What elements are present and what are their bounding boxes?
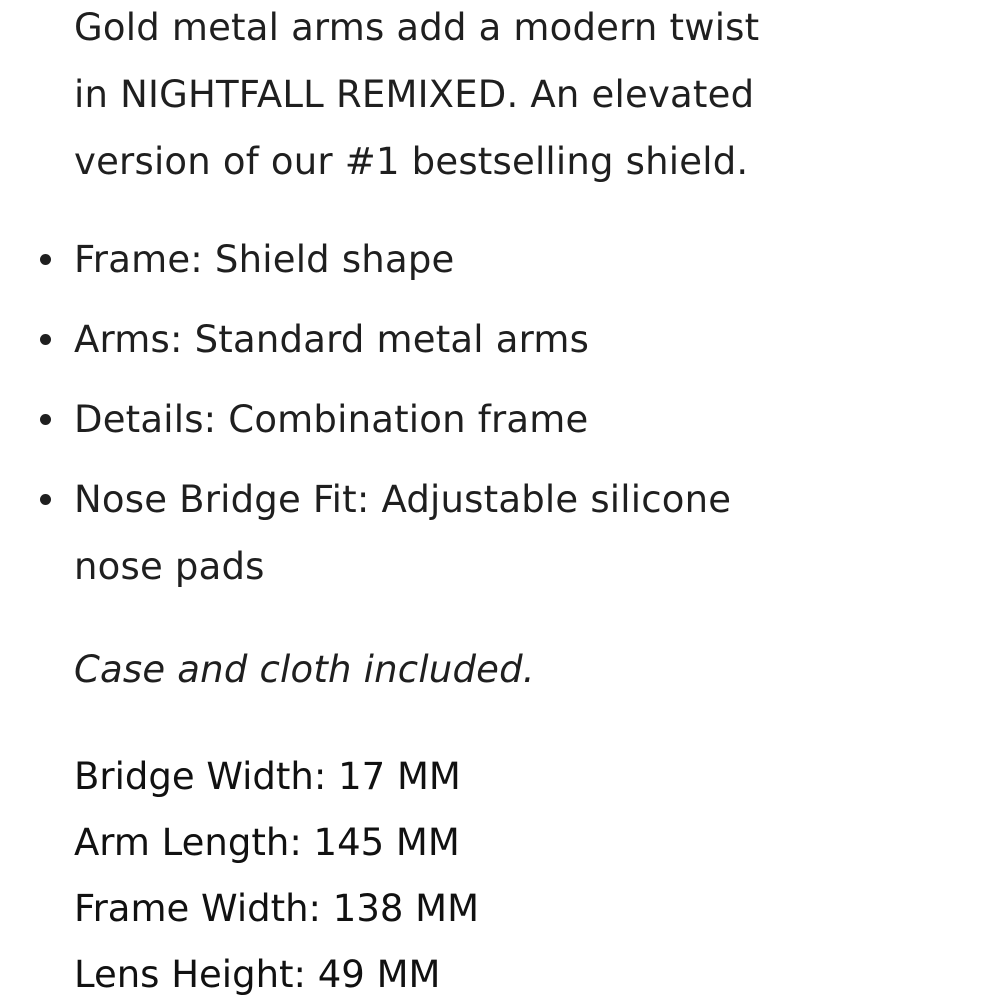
spec-label: Arm Length bbox=[74, 821, 290, 864]
spec-separator: : bbox=[313, 755, 327, 798]
case-note: Case and cloth included. bbox=[74, 648, 535, 691]
feature-nose-bridge bbox=[74, 466, 954, 600]
spec-label: Frame Width bbox=[74, 887, 309, 930]
feature-arms bbox=[74, 306, 954, 373]
spec-label: Bridge Width bbox=[74, 755, 314, 798]
spec-value: 138 MM bbox=[321, 887, 480, 930]
bullet-icon bbox=[40, 334, 51, 345]
spec-value: 17 MM bbox=[326, 755, 461, 798]
bullet-icon bbox=[40, 494, 51, 505]
bullet-icon bbox=[40, 254, 51, 265]
spec-value: 49 MM bbox=[306, 953, 441, 996]
description-line: Gold metal arms add a modern twist bbox=[74, 6, 760, 49]
spec-label: Lens Height bbox=[74, 953, 294, 996]
spec-separator: : bbox=[293, 953, 306, 996]
spec-arm-length bbox=[74, 810, 479, 876]
feature-text: nose pads bbox=[74, 545, 265, 588]
spec-bridge-width bbox=[74, 744, 479, 810]
bullet-icon bbox=[40, 414, 51, 425]
spec-frame-width bbox=[74, 876, 479, 942]
feature-list bbox=[74, 226, 954, 613]
feature-text: Details: Combination frame bbox=[74, 398, 589, 441]
spec-separator: : bbox=[308, 887, 322, 930]
description-line: version of our #1 bestselling shield. bbox=[74, 140, 749, 183]
product-description bbox=[74, 0, 954, 195]
spec-list bbox=[74, 744, 479, 1000]
feature-text: Frame: Shield shape bbox=[74, 238, 455, 281]
feature-text: Nose Bridge Fit: Adjustable silicone bbox=[74, 478, 732, 521]
feature-frame bbox=[74, 226, 954, 293]
feature-text: Arms: Standard metal arms bbox=[74, 318, 590, 361]
spec-separator: : bbox=[289, 821, 302, 864]
spec-lens-height bbox=[74, 942, 479, 1000]
feature-details bbox=[74, 386, 954, 453]
description-line: in NIGHTFALL REMIXED. An elevated bbox=[74, 73, 755, 116]
spec-value: 145 MM bbox=[301, 821, 460, 864]
